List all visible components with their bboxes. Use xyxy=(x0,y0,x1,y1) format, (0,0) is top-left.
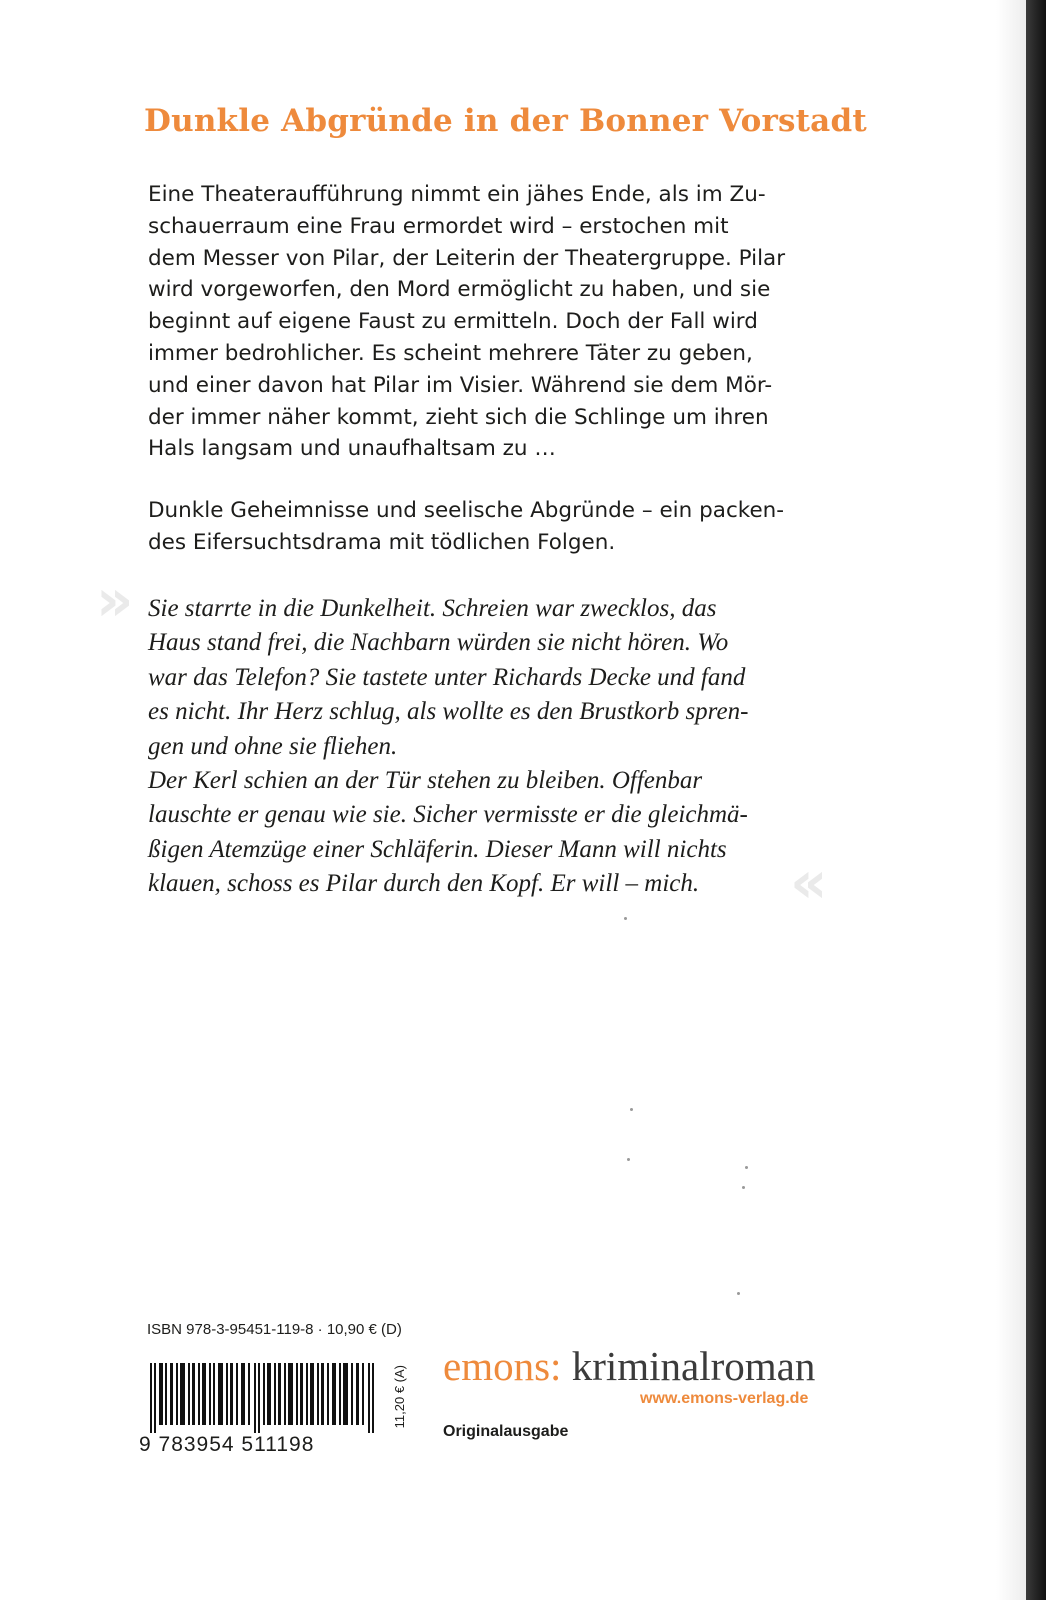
scan-speck xyxy=(737,1292,740,1295)
blurb-line: und einer davon hat Pilar im Visier. Während sie dem Mör- xyxy=(148,372,773,398)
blurb-line: dem Messer von Pilar, der Leiterin der Theatergruppe. Pilar xyxy=(148,245,786,271)
blurb-line: Eine Theateraufführung nimmt ein jähes Ende, als im Zu- xyxy=(148,182,766,207)
barcode-digits: 9 783954 511198 xyxy=(139,1433,315,1456)
excerpt-line: ßigen Atemzüge einer Schläferin. Dieser Mann will nichts xyxy=(148,835,727,863)
excerpt-line: Sie starrte in die Dunkelheit. Schreien war zwecklos, das xyxy=(148,595,717,622)
tagline-paragraph xyxy=(148,495,860,559)
excerpt-line: Haus stand frei, die Nachbarn würden sie nicht hören. Wo xyxy=(148,629,729,657)
isbn-price: ISBN 978-3-95451-119-8 · 10,90 € (D) xyxy=(147,1321,402,1338)
blurb-line: der immer näher kommt, zieht sich die Schlinge um ihren xyxy=(148,404,769,430)
tagline-line: des Eifersuchtsdrama mit tödlichen Folgen. xyxy=(148,529,616,555)
excerpt-line: war das Telefon? Sie tastete unter Richards Decke und fand xyxy=(148,663,746,691)
excerpt-line: Der Kerl schien an der Tür stehen zu bleiben. Offenbar xyxy=(148,767,703,795)
blurb-line: Hals langsam und unaufhaltsam zu … xyxy=(148,436,556,462)
scan-shadow xyxy=(996,0,1026,1600)
edition-label: Originalausgabe xyxy=(443,1423,569,1440)
genre-label: kriminalroman xyxy=(571,1343,816,1389)
excerpt-line: lauschte er genau wie sie. Sicher vermisste er die gleichmä- xyxy=(148,801,748,829)
scan-speck xyxy=(624,917,627,920)
scan-speck xyxy=(745,1166,748,1169)
blurb-line: schauerraum eine Frau ermordet wird – erstochen mit xyxy=(148,213,729,239)
price-austria: 11,20 € (A) xyxy=(392,1365,407,1429)
publisher-logo xyxy=(443,1342,815,1390)
headline: Dunkle Abgründe in der Bonner Vorstadt xyxy=(144,103,867,139)
blurb-line: beginnt auf eigene Faust zu ermitteln. Doch der Fall wird xyxy=(148,309,758,335)
publisher-name: emons: xyxy=(443,1343,562,1389)
scan-speck xyxy=(630,1108,633,1111)
scan-speck xyxy=(627,1158,630,1161)
excerpt-paragraph xyxy=(148,592,868,902)
excerpt-line: gen und ohne sie fliehen. xyxy=(148,732,398,760)
barcode-icon xyxy=(150,1363,378,1433)
blurb-paragraph xyxy=(148,179,860,465)
blurb-line: wird vorgeworfen, den Mord ermöglicht zu haben, und sie xyxy=(148,277,771,303)
excerpt-line: klauen, schoss es Pilar durch den Kopf. Er will – mich. xyxy=(148,870,700,898)
blurb-line: immer bedrohlicher. Es scheint mehrere Täter zu geben, xyxy=(148,340,753,366)
open-quote-mark: » xyxy=(96,566,134,634)
close-quote-mark: « xyxy=(790,848,828,916)
scan-speck xyxy=(742,1186,745,1189)
excerpt-line: es nicht. Ihr Herz schlug, als wollte es den Brustkorb spren- xyxy=(148,698,749,726)
publisher-website: www.emons-verlag.de xyxy=(640,1390,809,1407)
tagline-line: Dunkle Geheimnisse und seelische Abgründe – ein packen- xyxy=(148,498,785,523)
scan-edge xyxy=(1026,0,1046,1600)
